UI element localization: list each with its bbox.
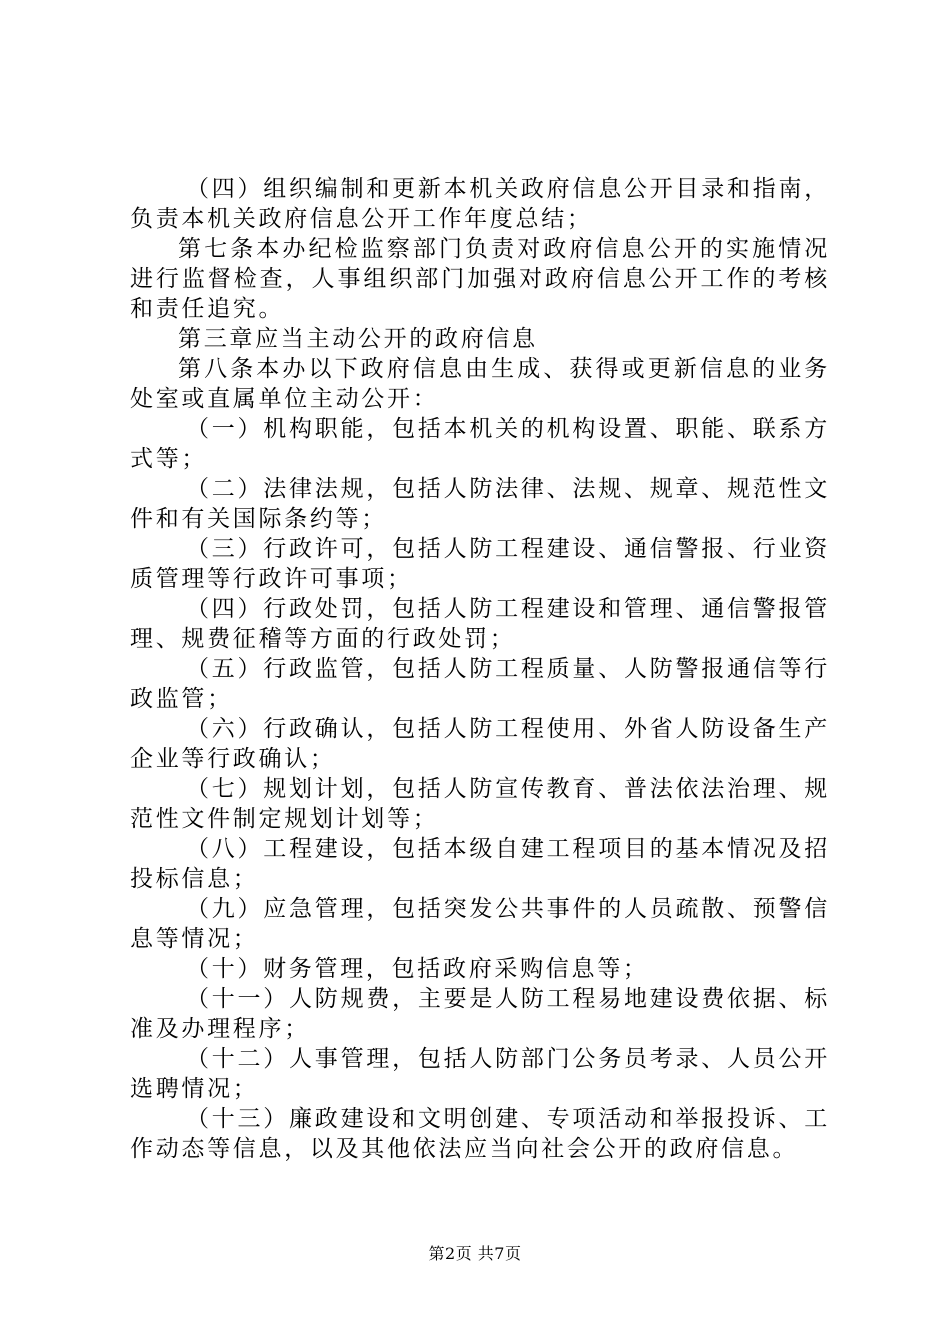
- list-item: （十二）人事管理，包括人防部门公务员考录、人员公开选聘情况；: [130, 1046, 830, 1102]
- list-item: （九）应急管理，包括突发公共事件的人员疏散、预警信息等情况；: [130, 896, 830, 952]
- list-item: （一）机构职能，包括本机关的机构设置、职能、联系方式等；: [130, 416, 830, 472]
- list-item: （二）法律法规，包括人防法律、法规、规章、规范性文件和有关国际条约等；: [130, 476, 830, 532]
- list-item: （十）财务管理，包括政府采购信息等；: [186, 956, 649, 982]
- document-body: [130, 174, 830, 1164]
- paragraph: 第八条本办以下政府信息由生成、获得或更新信息的业务处室或直属单位主动公开：: [130, 356, 830, 412]
- list-item: （十一）人防规费，主要是人防工程易地建设费依据、标准及办理程序；: [130, 986, 830, 1042]
- page-number-footer: 第2页 共7页: [428, 1244, 522, 1263]
- list-item: （六）行政确认，包括人防工程使用、外省人防设备生产企业等行政确认；: [130, 716, 830, 772]
- list-item: （三）行政许可，包括人防工程建设、通信警报、行业资质管理等行政许可事项；: [130, 536, 830, 592]
- list-item: （七）规划计划，包括人防宣传教育、普法依法治理、规范性文件制定规划计划等；: [130, 776, 830, 832]
- list-item: （五）行政监管，包括人防工程质量、人防警报通信等行政监管；: [130, 656, 830, 712]
- list-item: （八）工程建设，包括本级自建工程项目的基本情况及招投标信息；: [130, 836, 830, 892]
- paragraph: 第七条本办纪检监察部门负责对政府信息公开的实施情况进行监督检查，人事组织部门加强对政府信息公开工作的考核和责任追究。: [130, 236, 830, 322]
- list-item: （十三）廉政建设和文明创建、专项活动和举报投诉、工作动态等信息，以及其他依法应当向社会公开的政府信息。: [130, 1106, 830, 1162]
- paragraph: （四）组织编制和更新本机关政府信息公开目录和指南，负责本机关政府信息公开工作年度总结；: [130, 176, 830, 232]
- list-item: （四）行政处罚，包括人防工程建设和管理、通信警报管理、规费征稽等方面的行政处罚；: [130, 596, 830, 652]
- chapter-heading: 第三章应当主动公开的政府信息: [178, 326, 538, 352]
